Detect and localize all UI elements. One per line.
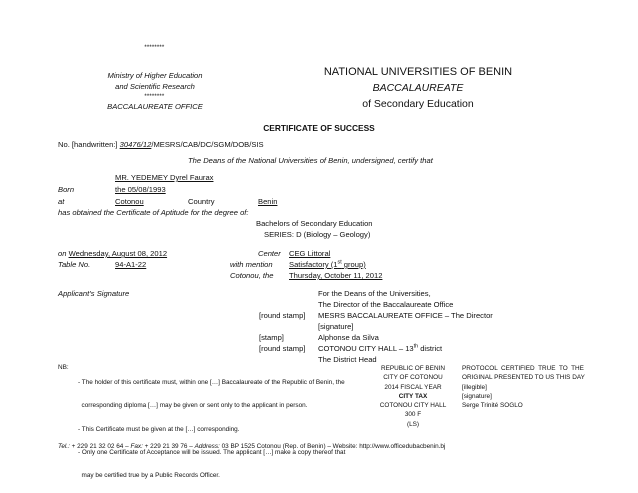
footer-fax-label: Fax: bbox=[130, 443, 143, 450]
recipient-name: MR. YEDEMEY Dyrel Faurax bbox=[115, 173, 214, 182]
nb-label: NB: bbox=[58, 364, 69, 371]
number-suffix: /MESRS/CAB/DC/SGM/DOB/SIS bbox=[151, 140, 264, 149]
stamp-text-1: MESRS BACCALAUREATE OFFICE – The Director bbox=[318, 311, 493, 320]
director-title: The Director of the Baccalaureate Office bbox=[318, 300, 454, 309]
tax-stamp-line: 300 F bbox=[404, 411, 422, 419]
nb-item: may be certified true by a Public Records Officer. bbox=[78, 472, 220, 480]
born-label: Born bbox=[58, 185, 75, 194]
place-label: Cotonou, the bbox=[230, 271, 274, 280]
country-value: Benin bbox=[258, 197, 278, 206]
center-label: Center bbox=[258, 249, 281, 258]
tax-stamp bbox=[370, 364, 456, 429]
tax-stamp-line: CITY OF COTONOU bbox=[383, 374, 443, 382]
stars-bottom: ******** bbox=[144, 93, 164, 100]
place-date: Thursday, October 11, 2012 bbox=[289, 271, 383, 280]
country-label: Country bbox=[188, 197, 215, 206]
tax-stamp-line: COTONOU CITY HALL bbox=[379, 402, 447, 410]
city-hall-sup: th bbox=[413, 343, 419, 350]
mention-sup: st bbox=[337, 259, 342, 266]
stamp-label: [stamp] bbox=[259, 333, 284, 342]
footer-address: 03 BP 1525 Cotonou (Rep. of Benin) – Website: http://www.officedubacbenin.bj bbox=[219, 443, 446, 450]
district-head: The District Head bbox=[318, 355, 377, 364]
mention-pre: Satisfactory (1 bbox=[289, 260, 338, 269]
intro-text: The Deans of the National Universities of Benin, undersigned, certify that bbox=[188, 156, 433, 165]
ministry-line-2: and Scientific Research bbox=[115, 82, 195, 91]
tax-stamp-line: CITY TAX bbox=[398, 392, 428, 400]
protocol-line: [illegible] bbox=[462, 383, 487, 391]
number-handwritten: 30476/12 bbox=[119, 140, 152, 149]
nb-item: - The holder of this certificate must, within one […] Baccalaureate of the Republic of Benin, the bbox=[78, 379, 345, 386]
certificate-number bbox=[58, 140, 264, 149]
applicant-signature-label: Applicant’s Signature bbox=[58, 289, 130, 298]
tax-stamp-line: 2014 FISCAL YEAR bbox=[384, 383, 442, 391]
footer-tel: + 229 21 32 02 64 – bbox=[69, 443, 131, 450]
mention-value bbox=[289, 260, 366, 269]
born-value: the 05/08/1993 bbox=[115, 185, 166, 194]
ministry-line-1: Ministry of Higher Education bbox=[107, 71, 203, 80]
footer-fax: + 229 21 39 76 – bbox=[142, 443, 195, 450]
baccalaureate-office-label: BACCALAUREATE OFFICE bbox=[107, 102, 203, 111]
protocol-line: ORIGINAL PRESENTED TO US THIS DAY bbox=[462, 374, 585, 382]
number-prefix: No. [handwritten:] bbox=[58, 140, 120, 149]
city-hall-text bbox=[318, 344, 442, 353]
nb-item: - Only one Certificate of Acceptance will be issued. The applicant […] make a copy thereof that bbox=[78, 448, 346, 456]
page-title: CERTIFICATE OF SUCCESS bbox=[263, 123, 375, 133]
footer-tel-label: Tel.: bbox=[58, 443, 70, 450]
table-label: Table No. bbox=[58, 260, 91, 269]
tax-stamp-line: REPUBLIC OF BENIN bbox=[381, 365, 445, 372]
obtained-text: has obtained the Certificate of Aptitude for the degree of: bbox=[58, 208, 249, 217]
center-value: CEG Littoral bbox=[289, 249, 331, 258]
table-value: 94-A1-22 bbox=[115, 260, 147, 269]
director-name: Alphonse da Silva bbox=[318, 333, 379, 342]
degree-series: SERIES: D (Biology – Geology) bbox=[264, 230, 371, 239]
exam-date-row bbox=[58, 249, 167, 258]
round-stamp-2: [round stamp] bbox=[259, 344, 306, 353]
nb-item: - This Certificate must be given at the […] corresponding. bbox=[78, 425, 240, 433]
round-stamp-1: [round stamp] bbox=[259, 311, 306, 320]
footer-address-label: Address: bbox=[194, 443, 220, 450]
footer-contact bbox=[58, 443, 445, 450]
stars-top: ******** bbox=[144, 44, 164, 51]
header-secondary-education: of Secondary Education bbox=[362, 98, 474, 110]
protocol-line: [signature] bbox=[462, 392, 492, 400]
at-label: at bbox=[58, 197, 65, 206]
header-national-universities: NATIONAL UNIVERSITIES OF BENIN bbox=[323, 66, 513, 78]
mention-label: with mention bbox=[230, 260, 273, 269]
header-baccalaureate: BACCALAUREATE bbox=[372, 82, 464, 94]
for-deans-text: For the Deans of the Universities, bbox=[318, 289, 431, 298]
on-label: on bbox=[58, 249, 69, 258]
tax-stamp-line: (LS) bbox=[406, 420, 420, 428]
protocol-line: Serge Trinité SOGLO bbox=[462, 402, 523, 410]
city-hall-post: district bbox=[418, 344, 443, 353]
protocol-certification bbox=[462, 364, 585, 410]
at-value: Cotonou bbox=[115, 197, 144, 206]
signature-1: [signature] bbox=[318, 322, 354, 331]
nb-notes bbox=[78, 364, 345, 487]
mention-post: group) bbox=[341, 260, 366, 269]
city-hall-pre: COTONOU CITY HALL – 13 bbox=[318, 344, 414, 353]
protocol-line: PROTOCOL CERTIFIED TRUE TO THE bbox=[462, 365, 584, 372]
nb-item: corresponding diploma […] may be given or sent only to the applicant in person. bbox=[78, 402, 308, 410]
degree-line-1: Bachelors of Secondary Education bbox=[256, 219, 373, 228]
exam-date: Wednesday, August 08, 2012 bbox=[68, 249, 168, 258]
